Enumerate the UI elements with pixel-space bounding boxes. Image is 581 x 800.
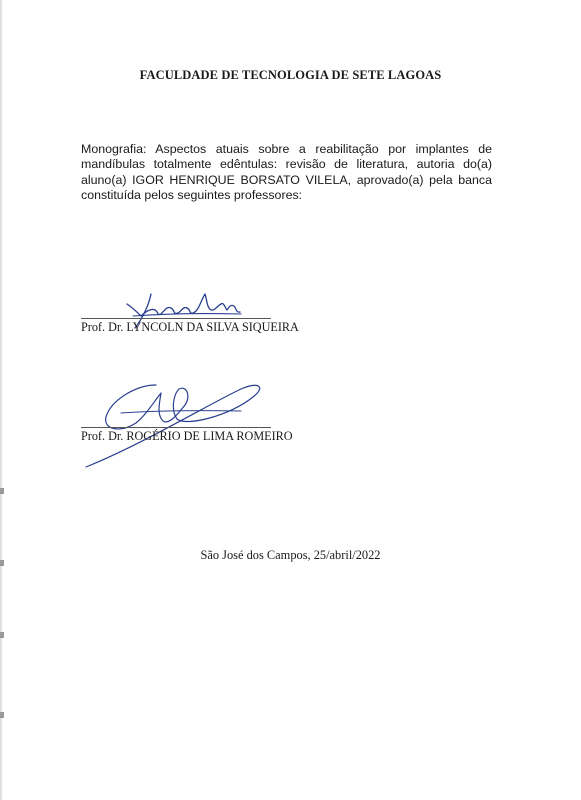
approval-statement: Monografia: Aspectos atuais sobre a reabilitação por implantes de mandíbulas totalmente edêntulas: revisão de literatura, autoria do(a) aluno(a) IGOR HENRIQUE BORSATO VILELA, aprovado(a) pela banca constituída pelos seguintes professores:: [81, 142, 492, 203]
scan-mark: [0, 712, 4, 718]
scan-mark: [0, 632, 4, 638]
examiner-1-signature-block: [81, 280, 299, 340]
examiner-2-name: Prof. Dr. ROGÉRIO DE LIMA ROMEIRO: [81, 429, 293, 443]
signature-line: [81, 427, 271, 428]
signature-line: [81, 318, 271, 319]
handwritten-signature-2: [81, 375, 271, 475]
examiner-2-signature-block: [81, 375, 293, 475]
scan-mark: [0, 488, 4, 494]
place-and-date: São José dos Campos, 25/abril/2022: [200, 548, 381, 562]
institution-title: FACULDADE DE TECNOLOGIA DE SETE LAGOAS: [139, 68, 442, 82]
scan-edge: [0, 0, 3, 800]
examiner-1-name: Prof. Dr. LYNCOLN DA SILVA SIQUEIRA: [81, 320, 299, 334]
